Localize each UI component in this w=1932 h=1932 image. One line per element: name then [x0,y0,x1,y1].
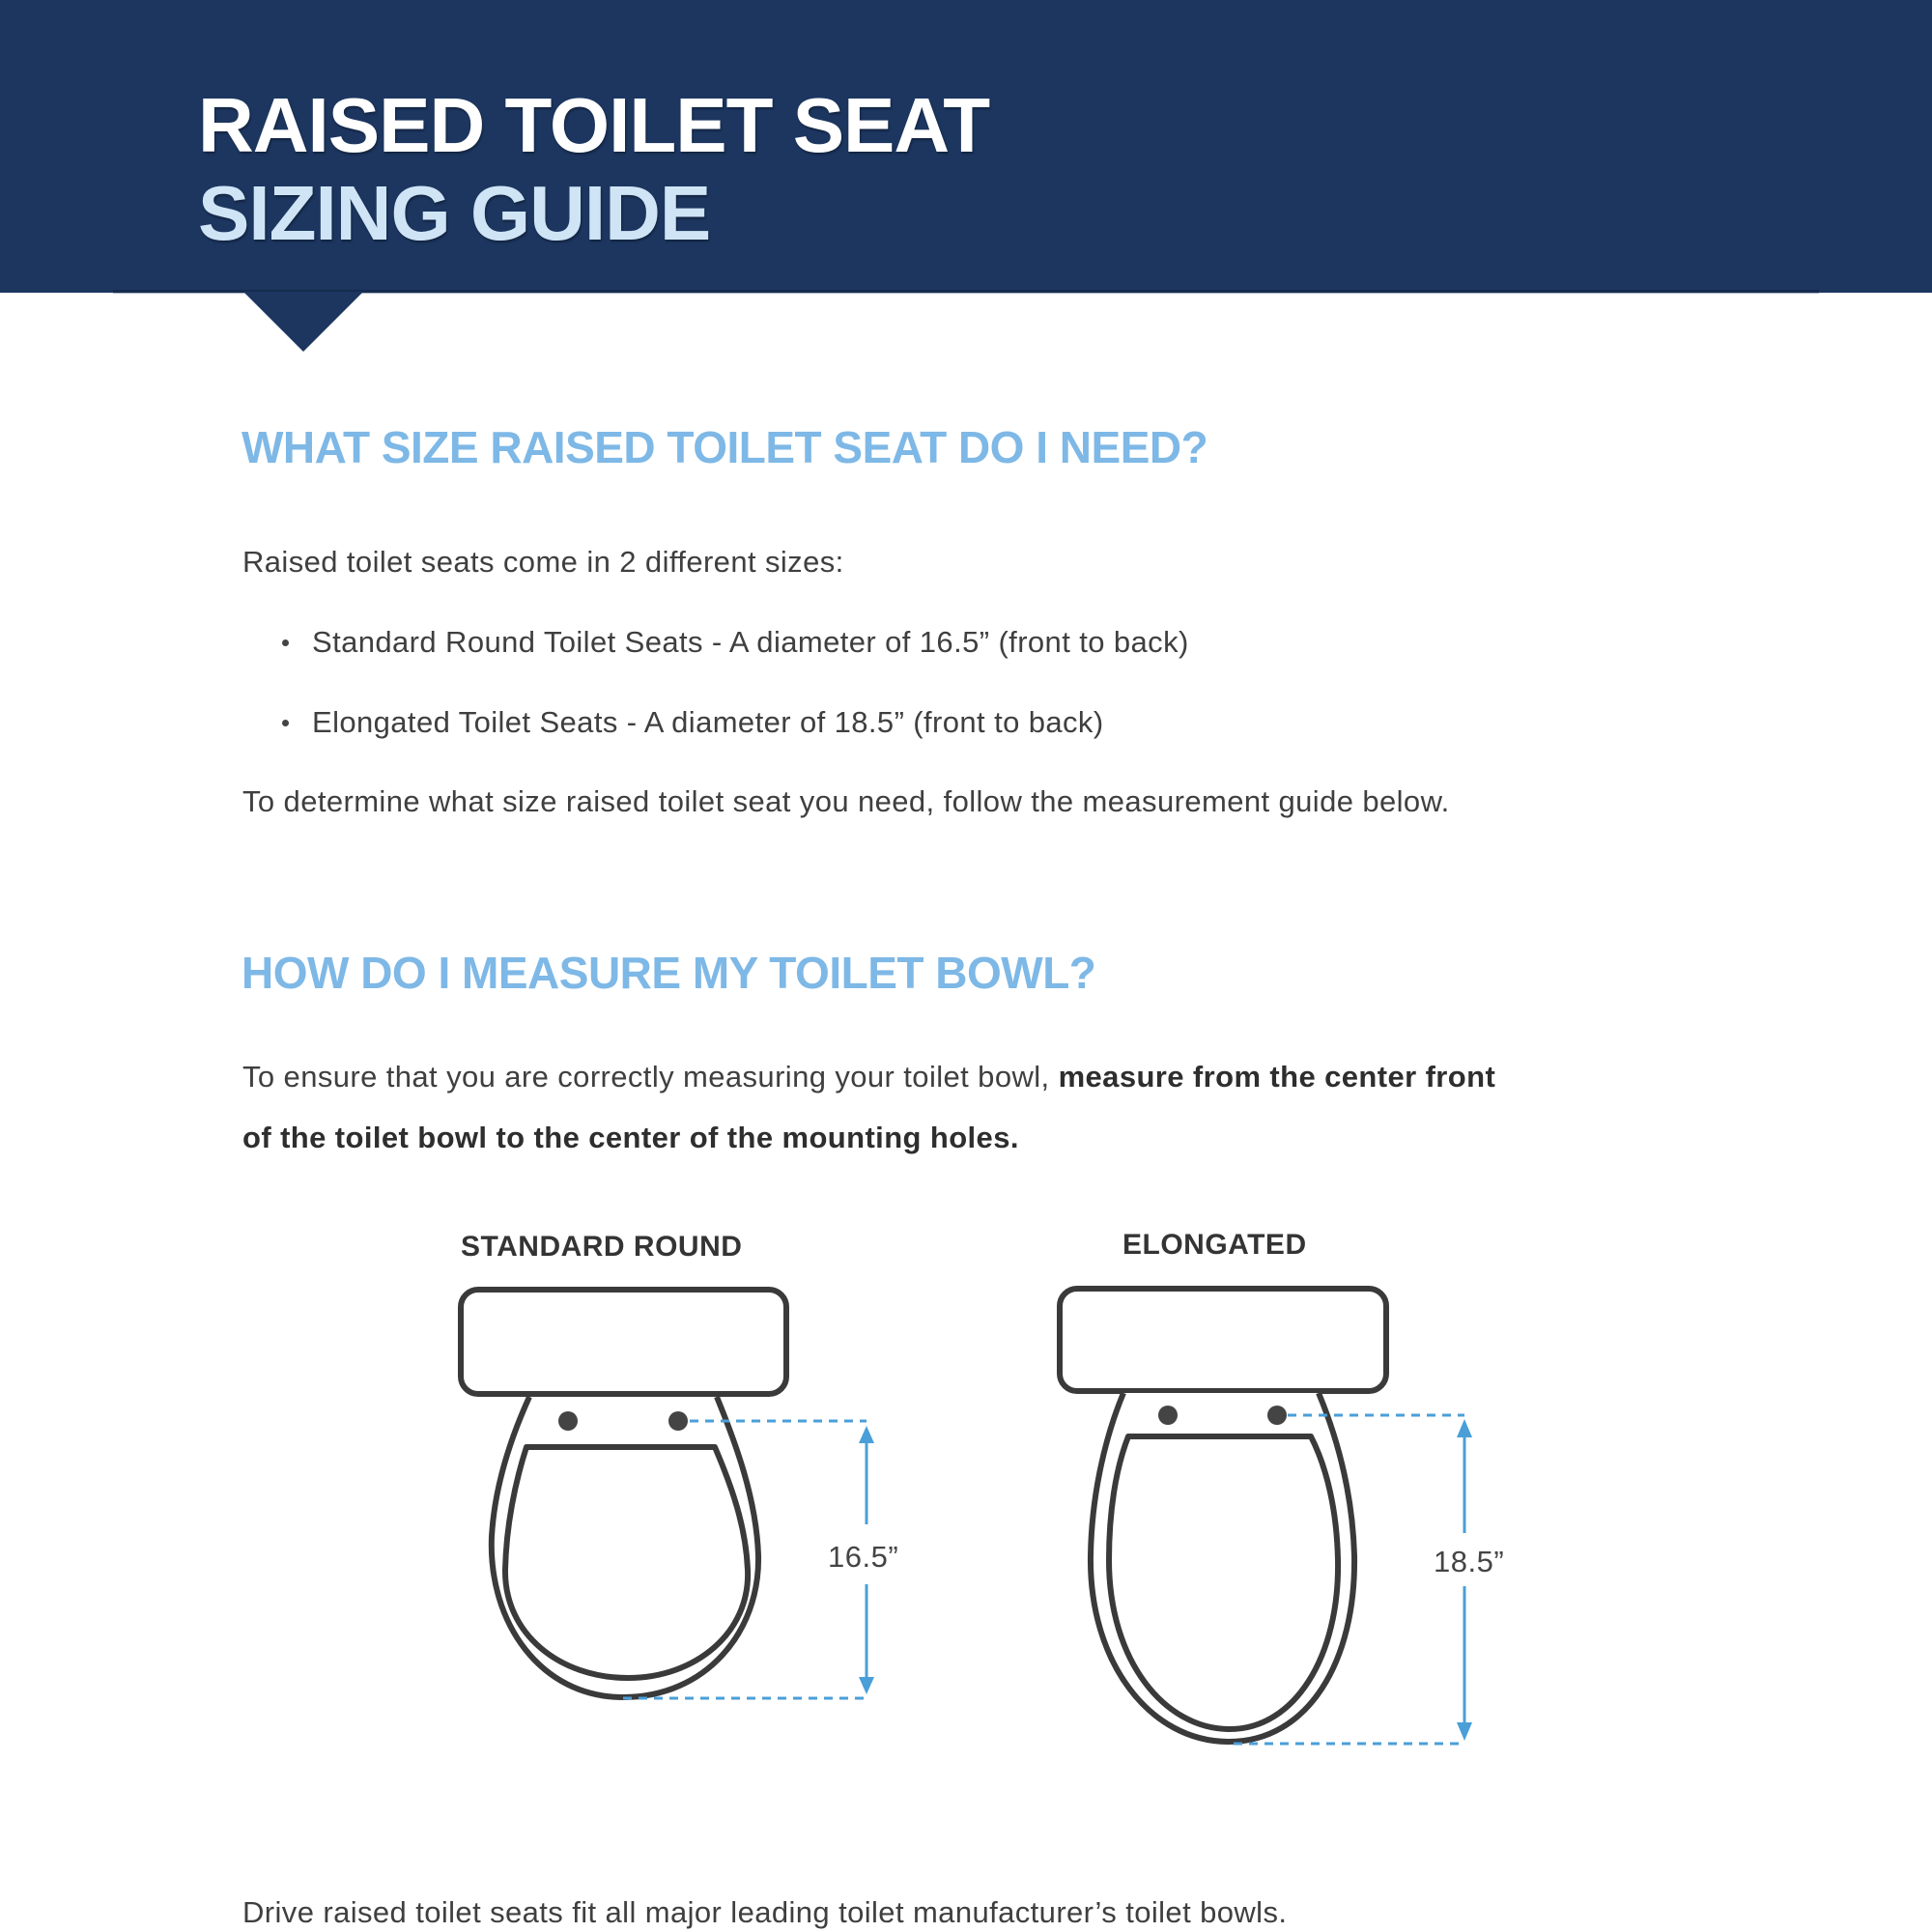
compatibility-note: Drive raised toilet seats fit all major leading toilet manufacturer’s toilet bowls. [242,1895,1288,1929]
section-heading-size: WHAT SIZE RAISED TOILET SEAT DO I NEED? [242,422,1208,472]
measure-instructions-bold-2: of the toilet bowl to the center of the mounting holes. [242,1121,1019,1154]
measurement-guide-intro: To determine what size raised toilet seat you need, follow the measurement guide below. [242,784,1450,818]
standard-round-toilet-icon [461,1290,786,1697]
page-title: RAISED TOILET SEAT [198,82,990,168]
sizes-intro-text: Raised toilet seats come in 2 different sizes: [242,545,844,579]
elongated-toilet-icon [1060,1289,1386,1742]
section-heading-measure: HOW DO I MEASURE MY TOILET BOWL? [242,948,1096,998]
measure-instructions-lead: To ensure that you are correctly measuring your toilet bowl, [242,1060,1059,1094]
diagram-label-elongated: ELONGATED [1122,1229,1307,1261]
page-subtitle: SIZING GUIDE [198,170,711,256]
measurement-label-standard: 16.5” [828,1540,899,1574]
bullet-elongated: Elongated Toilet Seats - A diameter of 18.5” (front to back) [312,705,1104,739]
diagram-label-standard-round: STANDARD ROUND [461,1231,743,1263]
measurement-label-elongated: 18.5” [1434,1545,1505,1578]
measure-instructions-bold: measure from the center front [1058,1060,1496,1094]
bullet-standard-round: Standard Round Toilet Seats - A diameter of 16.5” (front to back) [312,625,1189,659]
